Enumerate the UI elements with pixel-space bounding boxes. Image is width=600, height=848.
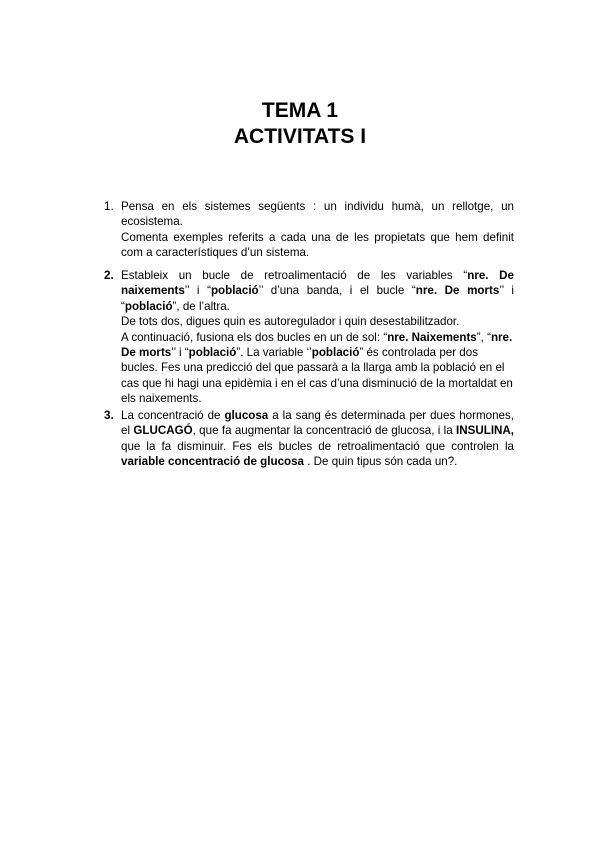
- activity-item-1: [104, 199, 514, 261]
- page-subtitle: ACTIVITATS I: [233, 125, 367, 148]
- bold-term: GLUCAGÓ: [133, 424, 193, 438]
- item-paragraph: Pensa en els sistemes següents : un individu humà, un rellotge, un ecosistema.: [121, 200, 514, 229]
- text-run: La concentració de: [121, 409, 225, 422]
- item-body: [121, 408, 514, 470]
- bold-term: població: [210, 284, 259, 298]
- item-paragraph: Comenta exemples referits a cada una de les propietats que hem definit com a característiques d’un sistema.: [121, 230, 514, 260]
- text-run: , que fa augmentar la concentració de glucosa, i la: [192, 424, 457, 438]
- text-run: ’’ i “: [184, 284, 211, 298]
- bold-term: INSULINA,: [456, 424, 514, 438]
- item-body: [121, 268, 514, 407]
- item-number: 1.: [104, 200, 114, 213]
- bold-term: nre. Naixements: [387, 330, 477, 344]
- text-run: Estableix un bucle de retroalimentació de les variables “: [121, 269, 468, 282]
- bold-term: glucosa: [224, 409, 269, 422]
- text-run: que la fa disminuir. Fes els bucles de retroalimentació que controlen la: [121, 439, 514, 453]
- bold-term: nre. De naixements: [121, 269, 514, 298]
- text-run: ’’ i “: [121, 284, 515, 313]
- text-run: a la sang és determinada per dues hormones, el: [121, 409, 514, 438]
- item-paragraph: De tots dos, digues quin es autoregulador i quin desestabilitzador.: [121, 315, 460, 329]
- item-number: 3.: [104, 409, 114, 422]
- page-title: TEMA 1: [261, 99, 339, 122]
- item-body: [121, 199, 514, 261]
- text-run: ’’ d’una banda, i el bucle “: [258, 284, 416, 298]
- bold-term: nre. De morts: [121, 330, 513, 360]
- bold-term: nre. De morts: [415, 284, 500, 298]
- text-run: ”, de l’altra.: [172, 299, 230, 313]
- item-number: 2.: [104, 269, 114, 282]
- activity-item-2: [104, 268, 514, 407]
- text-run: ”. La variable ‘’: [236, 346, 312, 360]
- text-run: ’’ i “: [171, 346, 189, 360]
- text-run: A continuació, fusiona els dos bucles en un de sol: “: [121, 330, 388, 344]
- activity-item-3: [104, 408, 514, 470]
- item-paragraph: [121, 330, 514, 407]
- text-run: ” és controlada per dos bucles. Fes una predicció del que passarà a la llarga amb la població en el cas que hi hagi una epidèmia i en el cas d’una disminució de la mortaldat en els naixements.: [121, 346, 513, 406]
- bold-term: població: [124, 299, 173, 313]
- bold-term: variable concentració de glucosa: [121, 455, 304, 469]
- bold-term: població: [311, 346, 360, 360]
- item-paragraph: [121, 408, 514, 470]
- text-run: . De quin tipus són cada un?.: [304, 455, 458, 469]
- title-block: [0, 98, 600, 150]
- item-paragraph: [121, 268, 514, 314]
- bold-term: població: [188, 346, 237, 360]
- text-run: ”, “: [476, 330, 491, 344]
